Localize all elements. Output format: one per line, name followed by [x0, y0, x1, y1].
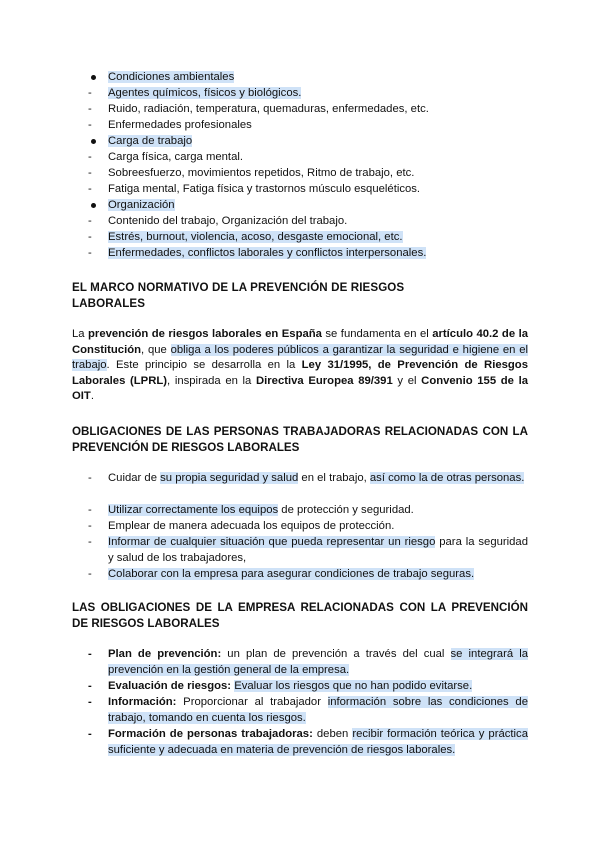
dash-marker: -: [88, 696, 92, 708]
list-item: Fatiga mental, Fatiga física y trastornos músculo esqueléticos.: [108, 183, 421, 195]
list-item: Sobreesfuerzo, movimientos repetidos, Ritmo de trabajo, etc.: [108, 167, 415, 179]
section-heading-marco: EL MARCO NORMATIVO DE LA PREVENCIÓN DE RIESGOS LABORALES: [72, 281, 405, 310]
section-heading-trabajadores: OBLIGACIONES DE LAS PERSONAS TRABAJADORAS RELACIONADAS CON LA PREVENCIÓN DE RIESGOS LABORALES: [72, 425, 528, 454]
dash-marker: -: [88, 119, 92, 131]
bullet-marker: [88, 134, 102, 150]
list-item: Enfermedades profesionales: [108, 119, 252, 131]
list-item: Cuidar de su propia seguridad y salud en el trabajo, así como la de otras personas.: [108, 472, 525, 484]
list-item: Evaluación de riesgos: Evaluar los riesgos que no han podido evitarse.: [108, 680, 473, 692]
list-item: Colaborar con la empresa para asegurar condiciones de trabajo seguras.: [108, 568, 475, 580]
bullet-marker: [88, 70, 102, 86]
list-item: Condiciones ambientales: [108, 71, 235, 83]
dash-marker: -: [88, 167, 92, 179]
list-item: Utilizar correctamente los equipos de protección y seguridad.: [108, 504, 414, 516]
dash-marker: -: [88, 504, 92, 516]
list-item: Agentes químicos, físicos y biológicos.: [108, 87, 302, 99]
list-item: Ruido, radiación, temperatura, quemaduras, enfermedades, etc.: [108, 103, 429, 115]
dash-marker: -: [88, 680, 92, 692]
dash-marker: -: [88, 215, 92, 227]
list-item: Informar de cualquier situación que pueda representar un riesgo para la seguridad y salud de los trabajadores,: [108, 536, 529, 564]
list-item: Contenido del trabajo, Organización del trabajo.: [108, 215, 348, 227]
dash-marker: -: [88, 648, 92, 660]
section-heading-empresa: LAS OBLIGACIONES DE LA EMPRESA RELACIONADAS CON LA PREVENCIÓN DE RIESGOS LABORALES: [72, 601, 528, 630]
dash-marker: -: [88, 87, 92, 99]
list-item: Plan de prevención: un plan de prevención a través del cual se integrará la prevención en la gestión general de la empresa.: [108, 648, 528, 676]
list-item: Información: Proporcionar al trabajador información sobre las condiciones de trabajo, tomando en cuenta los riesgos.: [108, 696, 528, 724]
list-item: Formación de personas trabajadoras: deben recibir formación teórica y práctica suficiente y adecuada en materia de prevención de riesgos laborales.: [108, 728, 528, 756]
dash-marker: -: [88, 520, 92, 532]
dash-marker: -: [88, 231, 92, 243]
dash-marker: -: [88, 151, 92, 163]
dash-marker: -: [88, 568, 92, 580]
marco-paragraph: La prevención de riesgos laborales en España se fundamenta en el artículo 40.2 de la Constitución, que obliga a los poderes públicos a garantizar la seguridad e higiene en el trabajo. Este principio se desarrolla en la Ley 31/1995, de Prevención de Riesgos Laborales (LPRL), inspirada en la Directiva Europea 89/391 y el Convenio 155 de la OIT.: [72, 328, 529, 403]
list-item: Estrés, burnout, violencia, acoso, desgaste emocional, etc.: [108, 231, 403, 243]
dash-marker: -: [88, 103, 92, 115]
list-item: Emplear de manera adecuada los equipos de protección.: [108, 520, 395, 532]
dash-marker: -: [88, 728, 92, 740]
list-item: Carga física, carga mental.: [108, 151, 243, 163]
list-item: Carga de trabajo: [108, 135, 193, 147]
dash-marker: -: [88, 247, 92, 259]
list-item: Enfermedades, conflictos laborales y conflictos interpersonales.: [108, 247, 427, 259]
dash-marker: -: [88, 536, 92, 548]
dash-marker: -: [88, 472, 92, 484]
dash-marker: -: [88, 183, 92, 195]
list-item: Organización: [108, 199, 175, 211]
bullet-marker: [88, 198, 102, 214]
